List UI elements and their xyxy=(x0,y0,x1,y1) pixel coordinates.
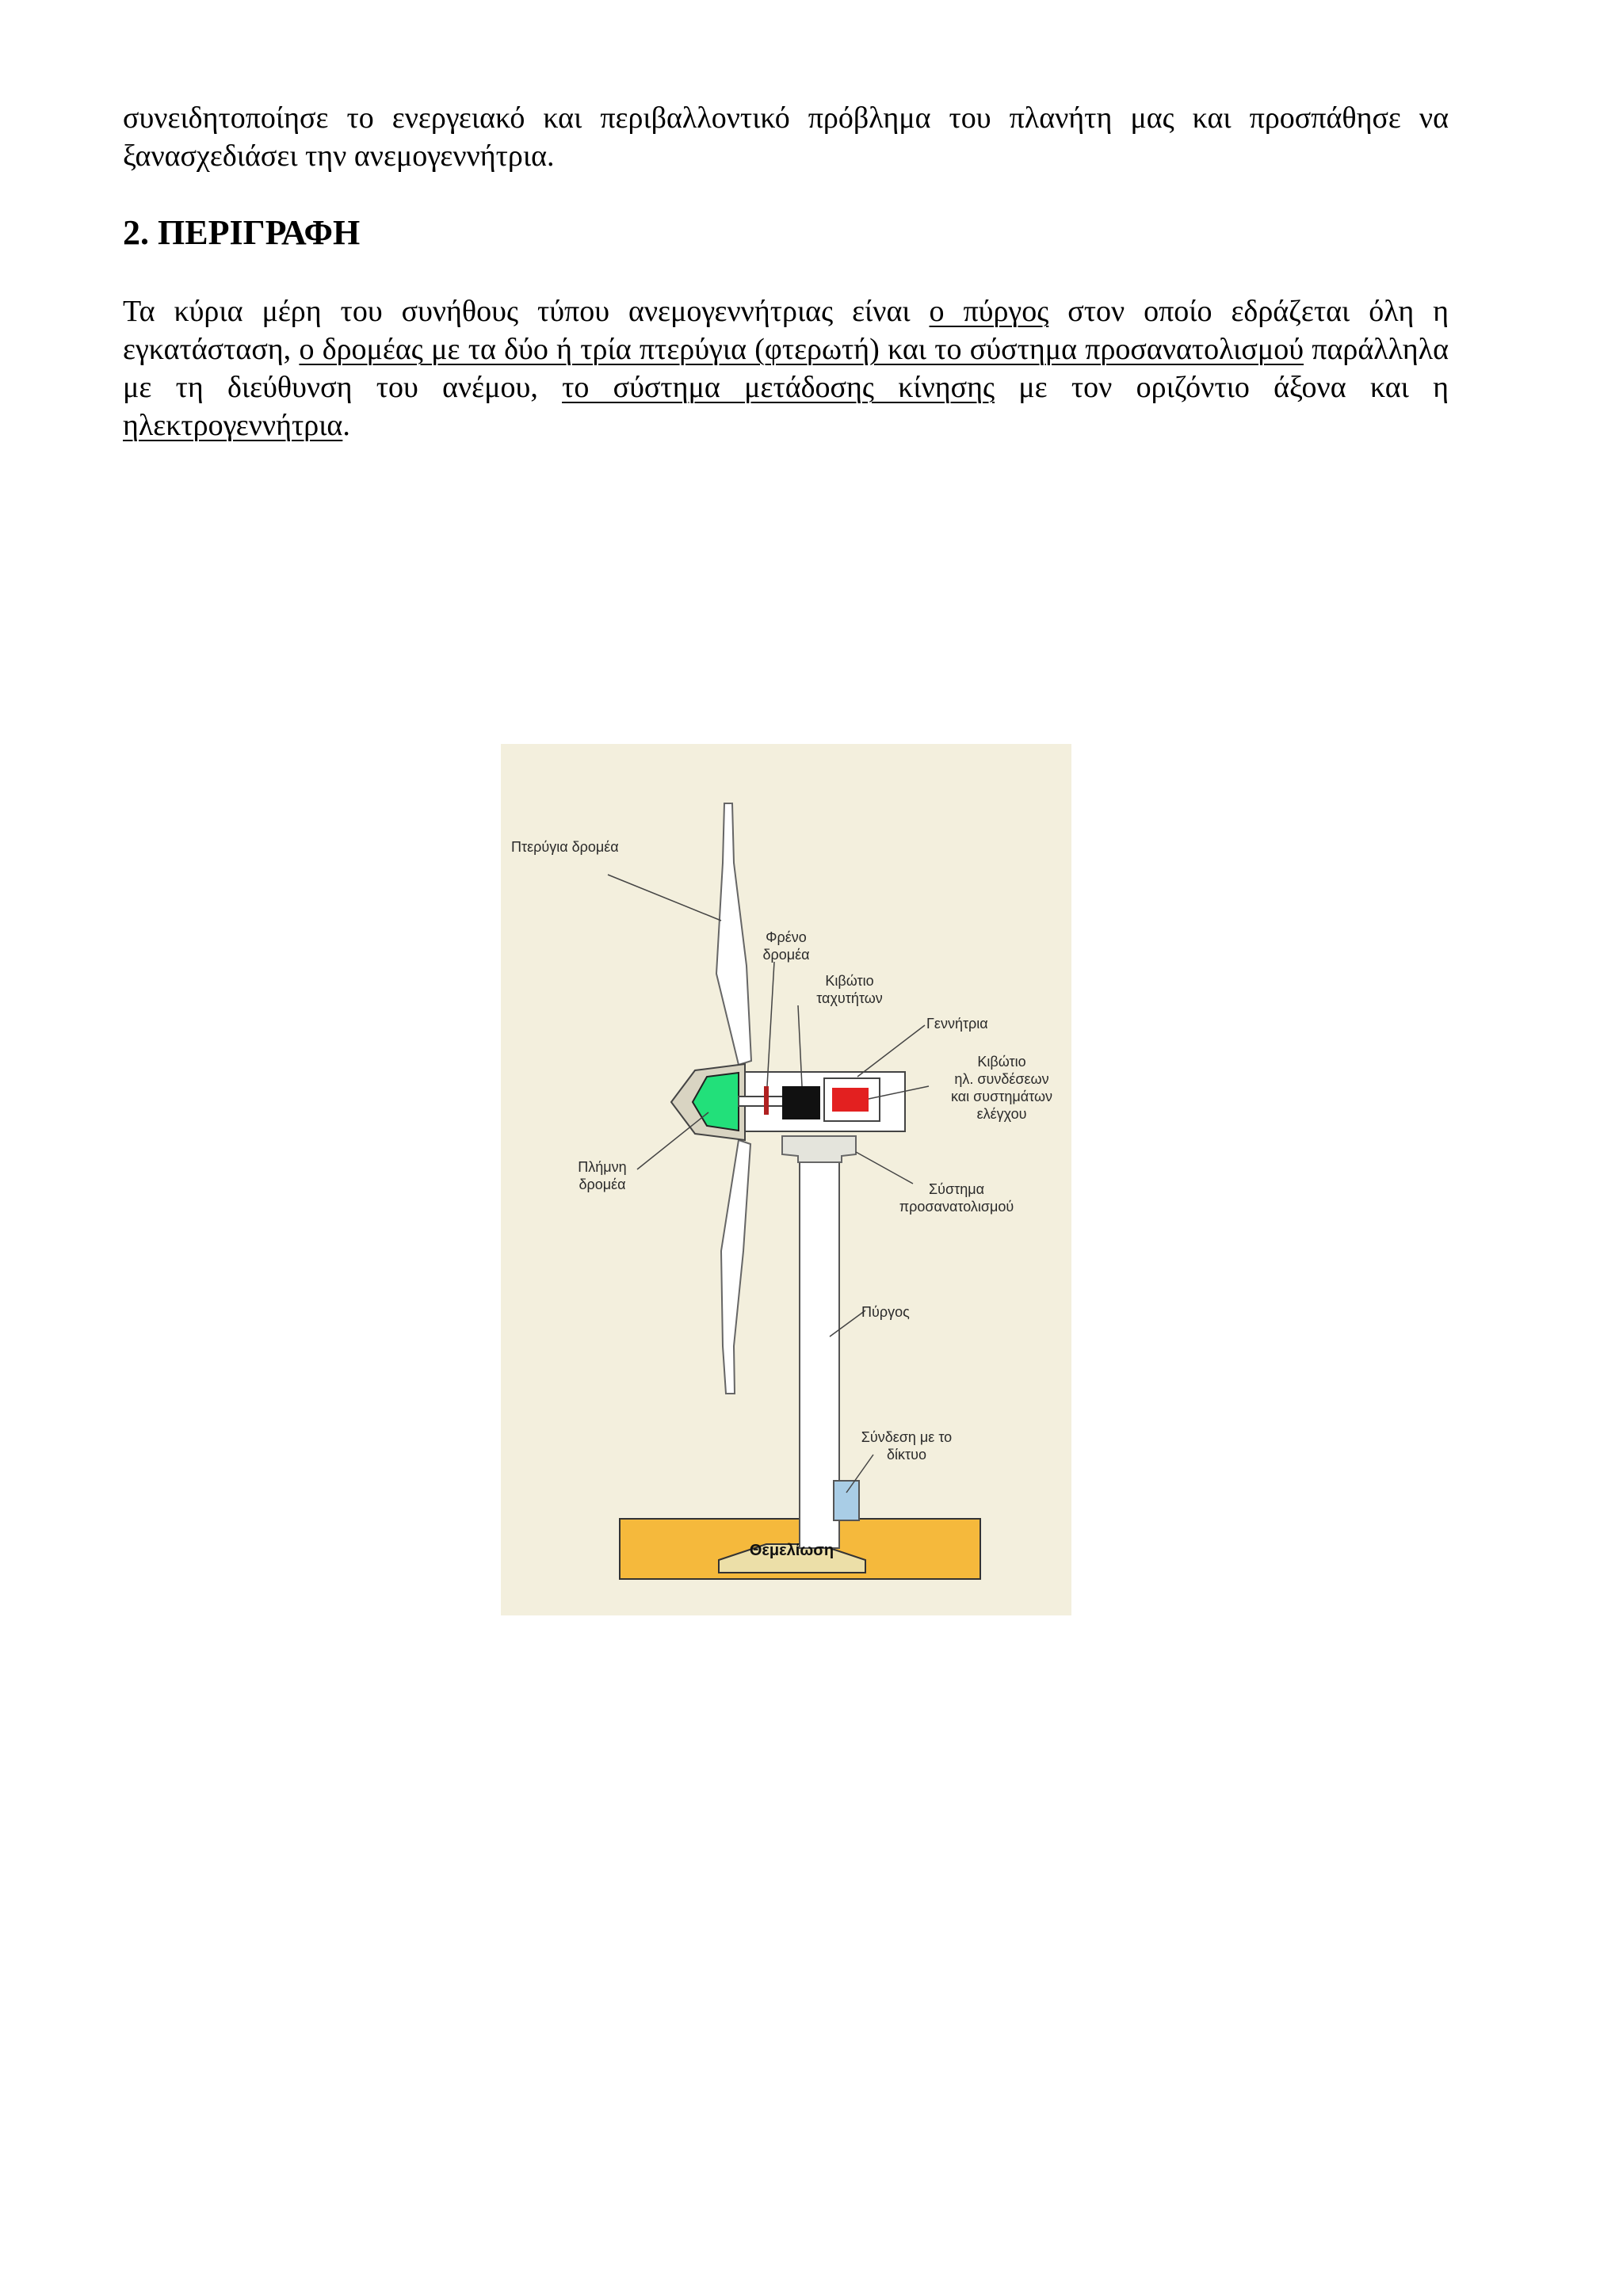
gearbox xyxy=(782,1086,820,1119)
text-segment: . xyxy=(342,409,350,442)
text-segment: Τα κύρια μέρη του συνήθους τύπου ανεμογεννήτριας είναι xyxy=(123,295,930,328)
label-control-line2: ηλ. συνδέσεων xyxy=(954,1071,1049,1087)
rotor-brake xyxy=(764,1086,769,1115)
label-generator: Γεννήτρια xyxy=(926,1016,988,1032)
label-control-line1: Κιβώτιο xyxy=(977,1054,1026,1070)
label-tower: Πύργος xyxy=(861,1304,910,1320)
label-gearbox-line2: ταχυτήτων xyxy=(816,990,883,1006)
wind-turbine-diagram xyxy=(501,744,1071,1615)
label-control-line3: και συστημάτων xyxy=(950,1089,1053,1104)
text-segment: παράλληλα με τη διεύθυνση του ανέμου, xyxy=(123,333,1449,404)
label-yaw-line2: προσανατολισμού xyxy=(899,1199,1014,1215)
text-segment: στον οποίο εδράζεται όλη η εγκατάσταση, xyxy=(123,295,1449,366)
label-grid-line2: δίκτυο xyxy=(887,1447,926,1463)
label-control-line4: ελέγχου xyxy=(976,1106,1027,1122)
underlined-term-tower: ο πύργος xyxy=(929,295,1049,328)
intro-paragraph: συνειδητοποίησε το ενεργειακό και περιβαλλοντικό πρόβλημα του πλανήτη μας και προσπάθησε να ξανασχεδιάσει την ανεμογεννήτρια. xyxy=(123,101,1449,173)
underlined-term-rotor: ο δρομέας με τα δύο ή τρία πτερύγια (φτερωτή) και το σύστημα προσανατολισμού xyxy=(299,333,1304,366)
control-box xyxy=(832,1088,869,1112)
text-segment: με τον οριζόντιο άξονα και η xyxy=(995,371,1449,404)
underlined-term-generator: ηλεκτρογεννήτρια xyxy=(123,409,343,442)
label-hub-line1: Πλήμνη xyxy=(578,1159,627,1175)
label-brake-line2: δρομέα xyxy=(762,947,810,963)
label-grid-line1: Σύνδεση με το xyxy=(861,1429,953,1445)
label-gearbox-line1: Κιβώτιο xyxy=(825,973,874,989)
label-hub-line2: δρομέα xyxy=(579,1177,626,1192)
underlined-term-transmission: το σύστημα μετάδοσης κίνησης xyxy=(562,371,995,404)
section-heading: 2. ΠΕΡΙΓΡΑΦΗ xyxy=(123,213,361,252)
main-shaft xyxy=(739,1097,786,1106)
label-yaw-line1: Σύστημα xyxy=(929,1181,984,1197)
description-paragraph xyxy=(123,292,1449,444)
label-foundation: Θεμελίωση xyxy=(749,1542,834,1559)
grid-connection-box xyxy=(834,1481,859,1520)
label-blades: Πτερύγια δρομέα xyxy=(511,839,619,855)
label-brake-line1: Φρένο xyxy=(766,929,807,945)
